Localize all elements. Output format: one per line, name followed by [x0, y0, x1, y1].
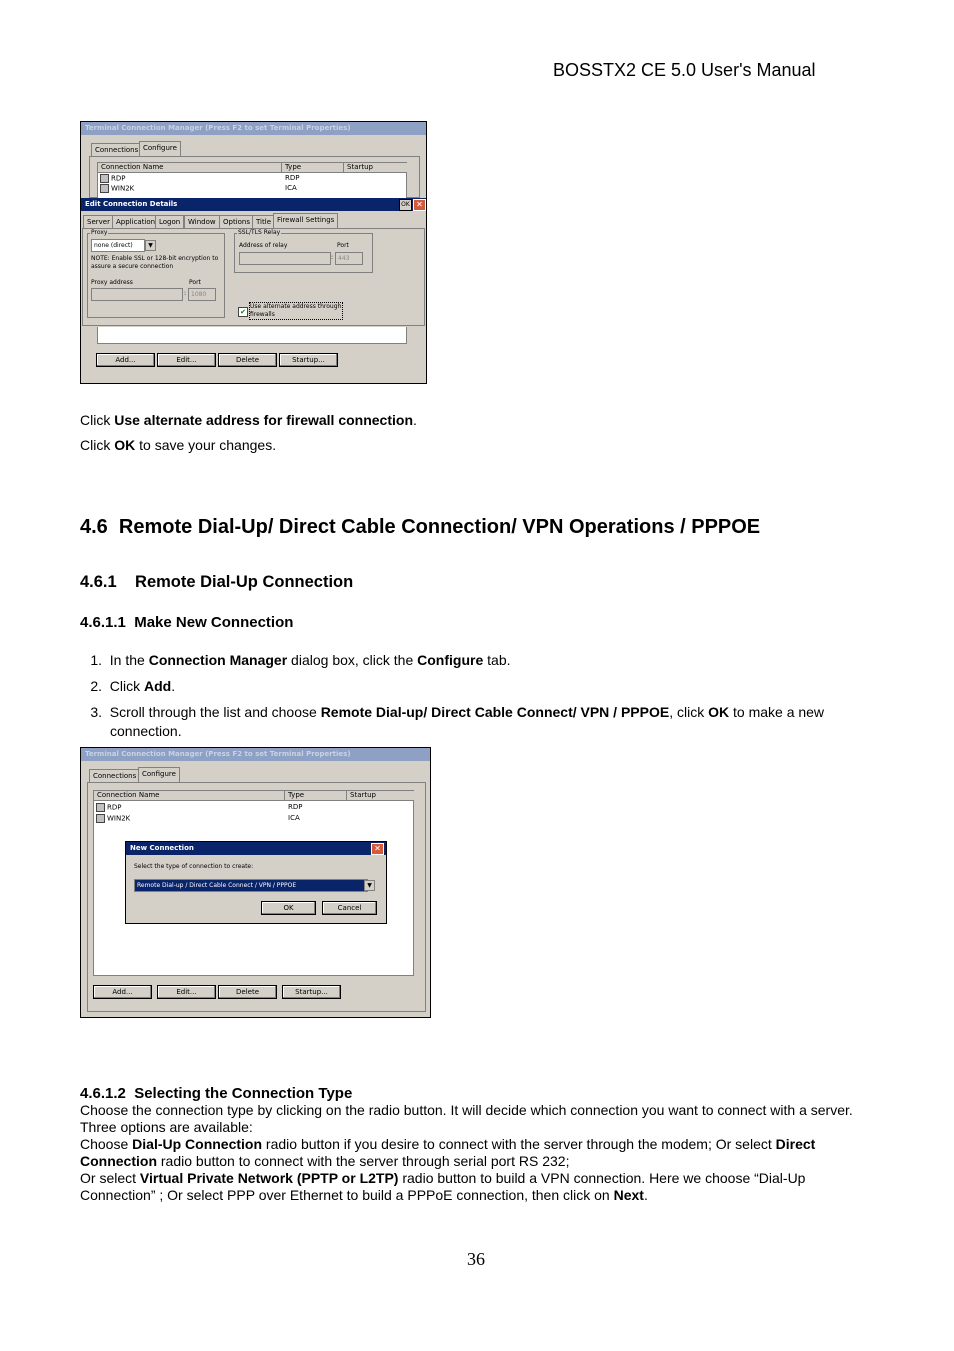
column-header-startup[interactable]: Startup — [347, 791, 414, 801]
relay-address-label: Address of relay — [239, 242, 288, 249]
connection-manager-titlebar: Terminal Connection Manager (Press F2 to set Terminal Properties) — [81, 122, 426, 135]
list-item-type: RDP — [285, 174, 300, 182]
alternate-address-checkbox[interactable]: ✔ — [238, 307, 248, 317]
relay-address-field[interactable] — [239, 252, 331, 265]
chevron-down-icon[interactable]: ▼ — [364, 880, 375, 891]
instruction-line-1: Click Use alternate address for firewall connection. — [80, 412, 417, 428]
connection-type-select[interactable]: Remote Dial-up / Direct Cable Connect / VPN / PPPOE — [134, 879, 368, 892]
proxy-address-label: Proxy address — [91, 279, 133, 286]
chevron-down-icon[interactable]: ▼ — [145, 240, 156, 251]
edit-connection-dialog: Edit Connection Details OK ✕ Server Application Logon Window Options Title Firewall Settings Proxy none (direct) ▼ NOTE: Enable SSL or 128-bit encryption to assure a secure connection Proxy address Port : 1080 SSL/TLS Relay Address of relay Port : 443 ✔ Use alternate address through firewalls — [81, 198, 426, 326]
tab-configure[interactable]: Configure — [139, 141, 181, 156]
tab-server[interactable]: Server — [83, 215, 114, 228]
tab-options[interactable]: Options — [219, 215, 254, 228]
tab-connections[interactable]: Connections — [91, 143, 142, 156]
computer-icon — [100, 174, 109, 183]
startup-button[interactable]: Startup... — [282, 985, 341, 999]
computer-icon — [96, 803, 105, 812]
column-header-name[interactable]: Connection Name — [94, 791, 285, 801]
dialog-titlebar: New Connection — [126, 842, 386, 855]
list-item[interactable]: RDP — [100, 174, 125, 183]
step-2: 2. Click Add. — [90, 678, 176, 694]
step-3: 3. Scroll through the list and choose Remote Dial-up/ Direct Cable Connect/ VPN / PPPOE, click OK to make a new — [90, 704, 825, 720]
subsubsection-heading-2: 4.6.1.2 Selecting the Connection Type — [80, 1085, 353, 1102]
screenshot-edit-connection — [80, 121, 427, 384]
list-item-type: RDP — [288, 803, 303, 811]
dialog-titlebar: Edit Connection Details — [81, 198, 426, 211]
connection-manager-titlebar: Terminal Connection Manager (Press F2 to set Terminal Properties) — [81, 748, 430, 761]
step-1: 1. In the Connection Manager dialog box, click the Configure tab. — [90, 652, 511, 668]
ok-button[interactable]: OK — [399, 199, 412, 211]
tab-connections[interactable]: Connections — [89, 769, 140, 782]
relay-port-field[interactable]: 443 — [335, 252, 363, 265]
relay-port-label: Port — [337, 242, 349, 249]
proxy-port-field[interactable]: 1080 — [188, 288, 216, 301]
proxy-address-field[interactable] — [91, 288, 183, 301]
alternate-address-label[interactable]: Use alternate address through firewalls — [250, 303, 342, 318]
startup-button[interactable]: Startup... — [279, 353, 338, 367]
list-item[interactable]: RDP — [96, 803, 121, 812]
proxy-select[interactable]: none (direct) — [91, 239, 145, 252]
connection-list[interactable] — [97, 162, 407, 200]
cancel-button[interactable]: Cancel — [322, 901, 377, 915]
tab-configure[interactable]: Configure — [138, 767, 180, 782]
add-button[interactable]: Add... — [96, 353, 155, 367]
subsection-heading: 4.6.1 Remote Dial-Up Connection — [80, 573, 354, 591]
list-item[interactable]: WIN2K — [100, 184, 134, 193]
ok-button[interactable]: OK — [261, 901, 316, 915]
list-item[interactable]: WIN2K — [96, 814, 130, 823]
dialog-prompt: Select the type of connection to create: — [134, 863, 254, 870]
computer-icon — [96, 814, 105, 823]
paragraph-intro: Choose the connection type by clicking on the radio button. It will decide which connection you want to connect with a server. Three options are available: — [80, 1102, 853, 1135]
paragraph-dialup: Choose Dial-Up Connection radio button if you desire to connect with the server through the modem; Or select Direct Connection radio button to connect with the server through serial port RS 232; — [80, 1136, 816, 1169]
delete-button[interactable]: Delete — [218, 985, 277, 999]
column-header-type[interactable]: Type — [282, 163, 344, 173]
add-button[interactable]: Add... — [93, 985, 152, 999]
instruction-line-2: Click OK to save your changes. — [80, 437, 277, 453]
tab-logon[interactable]: Logon — [155, 215, 184, 228]
paragraph-vpn: Or select Virtual Private Network (PPTP or L2TP) radio button to build a VPN connection. Here we choose “Dial-Up Connection” ; Or select PPP over Ethernet to build a PPPoE connection, then click on Next. — [80, 1170, 806, 1203]
tab-window[interactable]: Window — [184, 215, 220, 228]
tab-firewall-settings[interactable]: Firewall Settings — [273, 213, 338, 228]
ssl-relay-label: SSL/TLS Relay — [238, 229, 281, 236]
proxy-label: Proxy — [91, 229, 108, 236]
subsubsection-heading: 4.6.1.1 Make New Connection — [80, 614, 294, 631]
screenshot-new-connection — [80, 747, 431, 1018]
tab-title[interactable]: Title — [252, 215, 275, 228]
close-icon[interactable]: ✕ — [413, 199, 426, 211]
delete-button[interactable]: Delete — [218, 353, 277, 367]
new-connection-dialog — [125, 841, 387, 924]
step-3-continuation: connection. — [110, 723, 182, 739]
edit-button[interactable]: Edit... — [157, 353, 216, 367]
proxy-note: NOTE: Enable SSL or 128-bit encryption to assure a secure connection — [91, 255, 219, 270]
section-heading: 4.6 Remote Dial-Up/ Direct Cable Connection/ VPN Operations / PPPOE — [80, 516, 761, 538]
list-item-type: ICA — [285, 184, 297, 192]
close-icon[interactable]: ✕ — [371, 843, 384, 855]
column-header-name[interactable]: Connection Name — [98, 163, 282, 173]
column-header-startup[interactable]: Startup — [344, 163, 407, 173]
list-item-type: ICA — [288, 814, 300, 822]
edit-button[interactable]: Edit... — [157, 985, 216, 999]
page-number: 36 — [467, 1249, 485, 1269]
computer-icon — [100, 184, 109, 193]
tab-application[interactable]: Application — [112, 215, 159, 228]
page-header: BOSSTX2 CE 5.0 User's Manual — [553, 60, 816, 80]
proxy-port-label: Port — [189, 279, 201, 286]
column-header-type[interactable]: Type — [285, 791, 347, 801]
